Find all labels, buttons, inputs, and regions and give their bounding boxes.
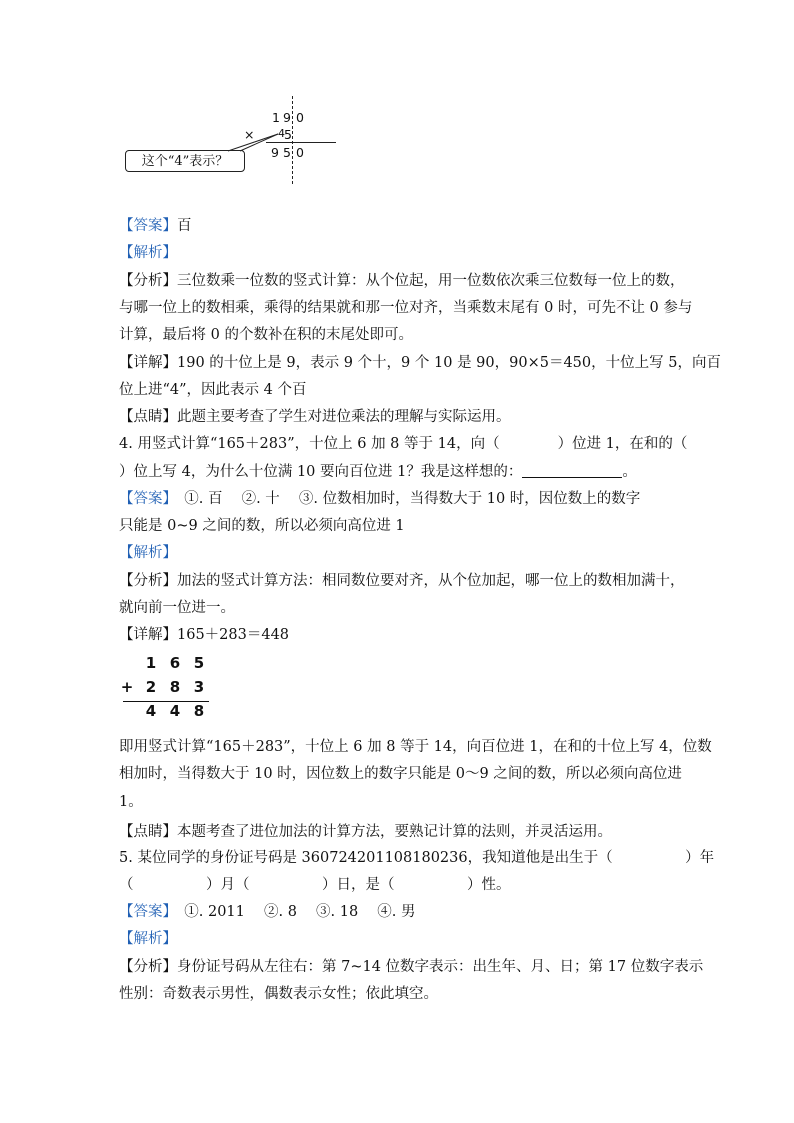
q5-analysis-tag: 【解析】 [119,931,177,947]
multiplication-figure [118,92,358,187]
q5-question-line-2: （ ）月（ ）日，是（ ）性。 [119,877,511,893]
top-digit: 9 [283,110,291,125]
q4-analysis-tag: 【解析】 [119,545,177,561]
fenxi-tag: 【分析】 [119,573,177,589]
addend-digit: 2 [145,678,157,696]
times-sign: × [244,127,255,142]
xiangjie-text: 165＋283＝448 [177,627,290,643]
fenxi-tag: 【分析】 [119,959,177,975]
q4-answer-line-1 [119,489,679,509]
sum-digit: 4 [145,702,157,720]
answer-tag: 【答案】 [119,218,177,234]
addend-digit: 6 [169,654,181,672]
q3-answer-line [119,216,679,236]
plus-sign: + [120,678,134,696]
result-digit: 5 [283,145,291,160]
q4-question-line-2 [119,462,679,482]
q3-fenxi-line-2: 与哪一位上的数相乘，乘得的结果就和那一位对齐，当乘数末尾有 0 时，可先不让 0 参与 [119,300,693,316]
answer-text: 百 [177,218,192,234]
sum-digit: 4 [169,702,181,720]
fenxi-text: 三位数乘一位数的竖式计算：从个位起，用一位数依次乘三位数每一位上的数， [177,273,685,289]
q4-answer-line-2: 只能是 0~9 之间的数，所以必须向高位进 1 [119,518,405,534]
q4-fenxi-line-1 [119,571,685,591]
carry-digit: 4 [278,127,285,140]
q4-question-end: 。 [622,464,637,480]
dianjing-text: 本题考查了进位加法的计算方法，要熟记计算的法则，并灵活运用。 [177,824,612,840]
q5-question-line-1: 5. 某位同学的身份证号码是 360724201108180236，我知道他是出生于（ ）年 [119,850,715,866]
q4-xiangjie-line [119,625,679,645]
dianjing-text: 此题主要考查了学生对进位乘法的理解与实际运用。 [177,409,511,425]
sum-digit: 8 [193,702,205,720]
addend-digit: 8 [169,678,181,696]
result-digit: 9 [271,145,279,160]
callout-box: 这个“4”表示？ [125,150,245,172]
q4-question-line-1: 4. 用竖式计算“165＋283”，十位上 6 加 8 等于 14，向（ ）位进 1，在和的（ [119,436,688,452]
q4-question-text: ）位上写 4，为什么十位满 10 要向百位进 1？我是这样想的： [119,464,523,480]
addend-digit: 5 [193,654,205,672]
answer-text: ①. 2011 ②. 8 ③. 18 ④. 男 [169,904,416,920]
q3-xiangjie-line-1 [119,353,721,373]
q3-analysis-tag: 【解析】 [119,245,177,261]
q5-fenxi-line-2: 性别：奇数表示男性，偶数表示女性；依此填空。 [119,986,438,1002]
q3-fenxi-line-1 [119,271,685,291]
q5-fenxi-line-1 [119,957,704,977]
answer-tag: 【答案】 [119,904,170,920]
addend-digit: 3 [193,678,205,696]
multiplier-digit: 5 [284,127,292,142]
dianjing-tag: 【点睛】 [119,409,177,425]
fenxi-text: 身份证号码从左往右：第 7~14 位数字表示：出生年、月、日；第 17 位数字表示 [177,959,704,975]
xiangjie-text: 190 的十位上是 9，表示 9 个十，9 个 10 是 90，90×5＝450，十位上写 5，向百 [177,355,721,371]
q3-dianjing-line [119,407,679,427]
xiangjie-tag: 【详解】 [119,627,177,643]
answer-blank [522,463,622,478]
addend-digit: 1 [145,654,157,672]
q5-answer-line [119,902,679,922]
q4-explain-line-1: 即用竖式计算“165＋283”，十位上 6 加 8 等于 14，向百位进 1，在和的十位上写 4，位数 [119,739,712,755]
fenxi-text: 加法的竖式计算方法：相同数位要对齐，从个位加起，哪一位上的数相加满十， [177,573,685,589]
answer-tag: 【答案】 [119,491,170,507]
q4-explain-line-3: 1。 [119,794,143,810]
q4-fenxi-line-2: 就向前一位进一。 [119,600,235,616]
result-digit: 0 [296,145,304,160]
q4-dianjing-line [119,822,679,842]
dianjing-tag: 【点睛】 [119,824,177,840]
q4-explain-line-2: 相加时，当得数大于 10 时，因位数上的数字只能是 0～9 之间的数，所以必须向高位进 [119,766,682,782]
top-digit: 0 [296,110,304,125]
fenxi-tag: 【分析】 [119,273,177,289]
top-digit: 1 [272,110,280,125]
answer-text: ①. 百 ②. 十 ③. 位数相加时，当得数大于 10 时，因位数上的数字 [169,491,641,507]
q3-xiangjie-line-2: 位上进“4”，因此表示 4 个百 [119,382,307,398]
vertical-addition [119,654,229,724]
xiangjie-tag: 【详解】 [119,355,177,371]
q3-fenxi-line-3: 计算，最后将 0 的个数补在积的末尾处即可。 [119,327,413,343]
